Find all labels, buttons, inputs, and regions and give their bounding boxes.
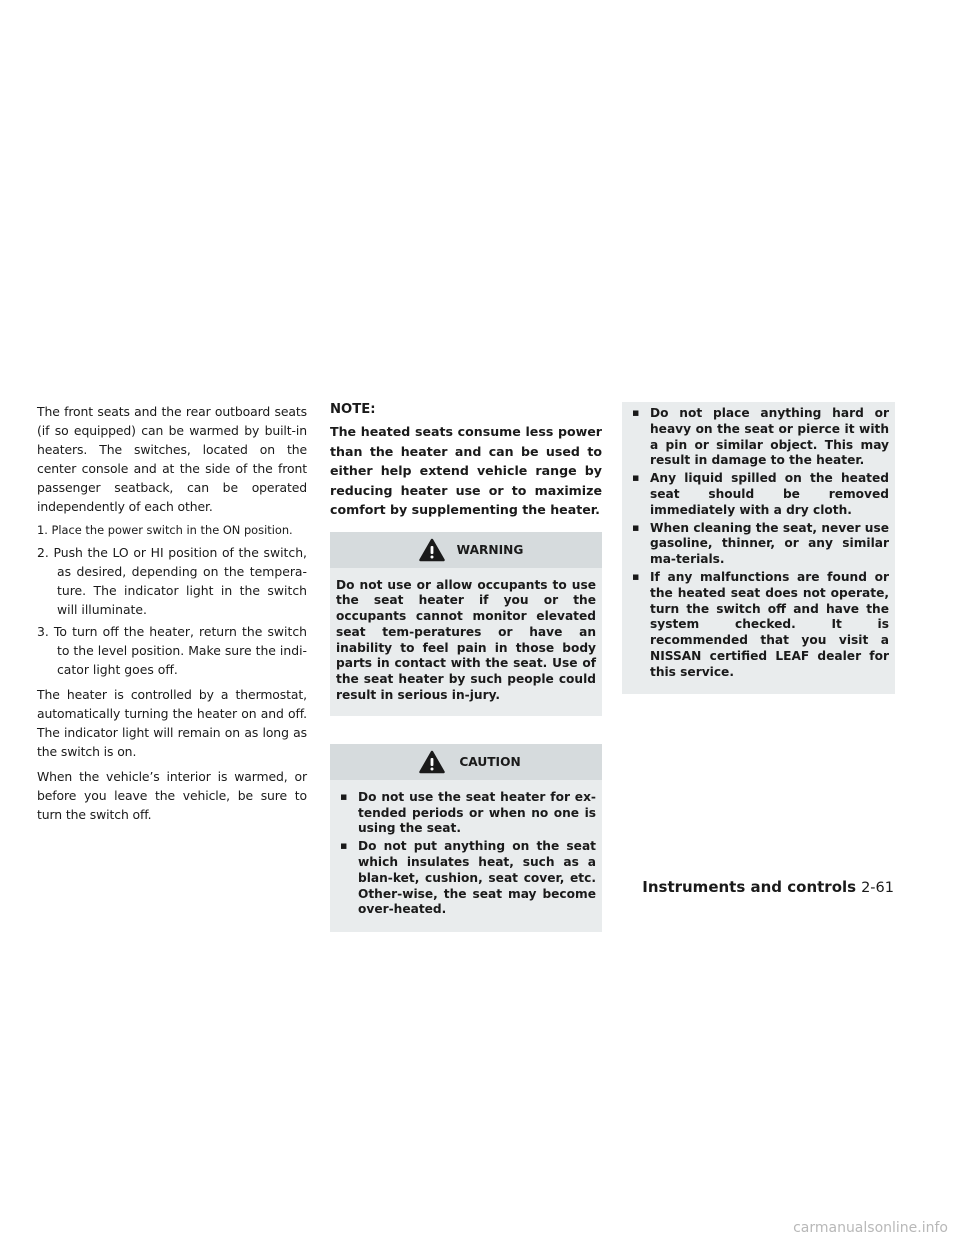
caution-continued-list <box>628 406 889 681</box>
note-title: NOTE: <box>330 402 376 417</box>
middle-column <box>330 402 602 932</box>
step-item: 3. To turn off the heater, return the switch to the level position. Make sure the indi-cator light goes off. <box>37 624 307 677</box>
watermark: carmanualsonline.info <box>793 1220 948 1236</box>
page-footer <box>642 878 894 896</box>
thermostat-paragraph: The heater is controlled by a thermostat, automatically turning the heater on and off. The indicator light will remain on as long as the switch is on. <box>37 687 307 759</box>
step-item: 2. Push the LO or HI position of the switch, as desired, depending on the tempera-ture. The indicator light in the switch will illuminate. <box>37 545 307 617</box>
caution-header <box>330 744 602 780</box>
caution-item: ▪ Do not use the seat heater for ex-tended periods or when no one is using the seat. <box>336 790 596 837</box>
warning-box <box>330 532 602 716</box>
caution-continued-box <box>622 402 895 694</box>
caution-item: ▪ Do not place anything hard or heavy on the seat or pierce it with a pin or similar object. This may result in damage to the heater. <box>628 406 889 469</box>
left-column <box>37 402 307 824</box>
warning-triangle-icon <box>419 538 445 562</box>
section-title: Instruments and controls <box>642 878 857 896</box>
right-column <box>622 402 895 694</box>
caution-list <box>336 790 596 918</box>
caution-item: ▪ If any malfunctions are found or the heated seat does not operate, turn the switch off and have the system checked. It is recommended that you visit a NISSAN certified LEAF dealer for this service. <box>628 570 889 681</box>
steps-list <box>37 521 307 679</box>
intro-paragraph: The front seats and the rear outboard seats (if so equipped) can be warmed by built-in heaters. The switches, located on the center console and at the side of the front passenger seatback, can be operated independently of each other. <box>37 404 307 514</box>
caution-item: ▪ Any liquid spilled on the heated seat should be removed immediately with a dry cloth. <box>628 471 889 518</box>
switch-off-paragraph: When the vehicle’s interior is warmed, or before you leave the vehicle, be sure to turn the switch off. <box>37 769 307 822</box>
note-text: The heated seats consume less power than the heater and can be used to either help extend vehicle range by reducing heater use or to maximize comfort by supplementing the heater. <box>330 424 602 517</box>
warning-text: Do not use or allow occupants to use the seat heater if you or the occupants cannot monitor elevated seat tem-peratures or have an inability to feel pain in those body parts in contact with the seat. Use of the seat heater by such people could result in serious in-jury. <box>336 577 596 703</box>
warning-header <box>330 532 602 568</box>
caution-box <box>330 744 602 932</box>
step-item: 1. Place the power switch in the ON position. <box>37 523 293 537</box>
caution-label: CAUTION <box>459 754 521 769</box>
caution-item: ▪ When cleaning the seat, never use gasoline, thinner, or any similar ma-terials. <box>628 521 889 568</box>
caution-item: ▪ Do not put anything on the seat which insulates heat, such as a blan-ket, cushion, seat cover, etc. Other-wise, the seat may become over-heated. <box>336 839 596 918</box>
page-number: 2-61 <box>861 880 894 896</box>
warning-label: WARNING <box>456 542 524 557</box>
warning-triangle-icon <box>419 750 445 774</box>
caution-body <box>330 780 602 918</box>
warning-body <box>330 568 602 704</box>
